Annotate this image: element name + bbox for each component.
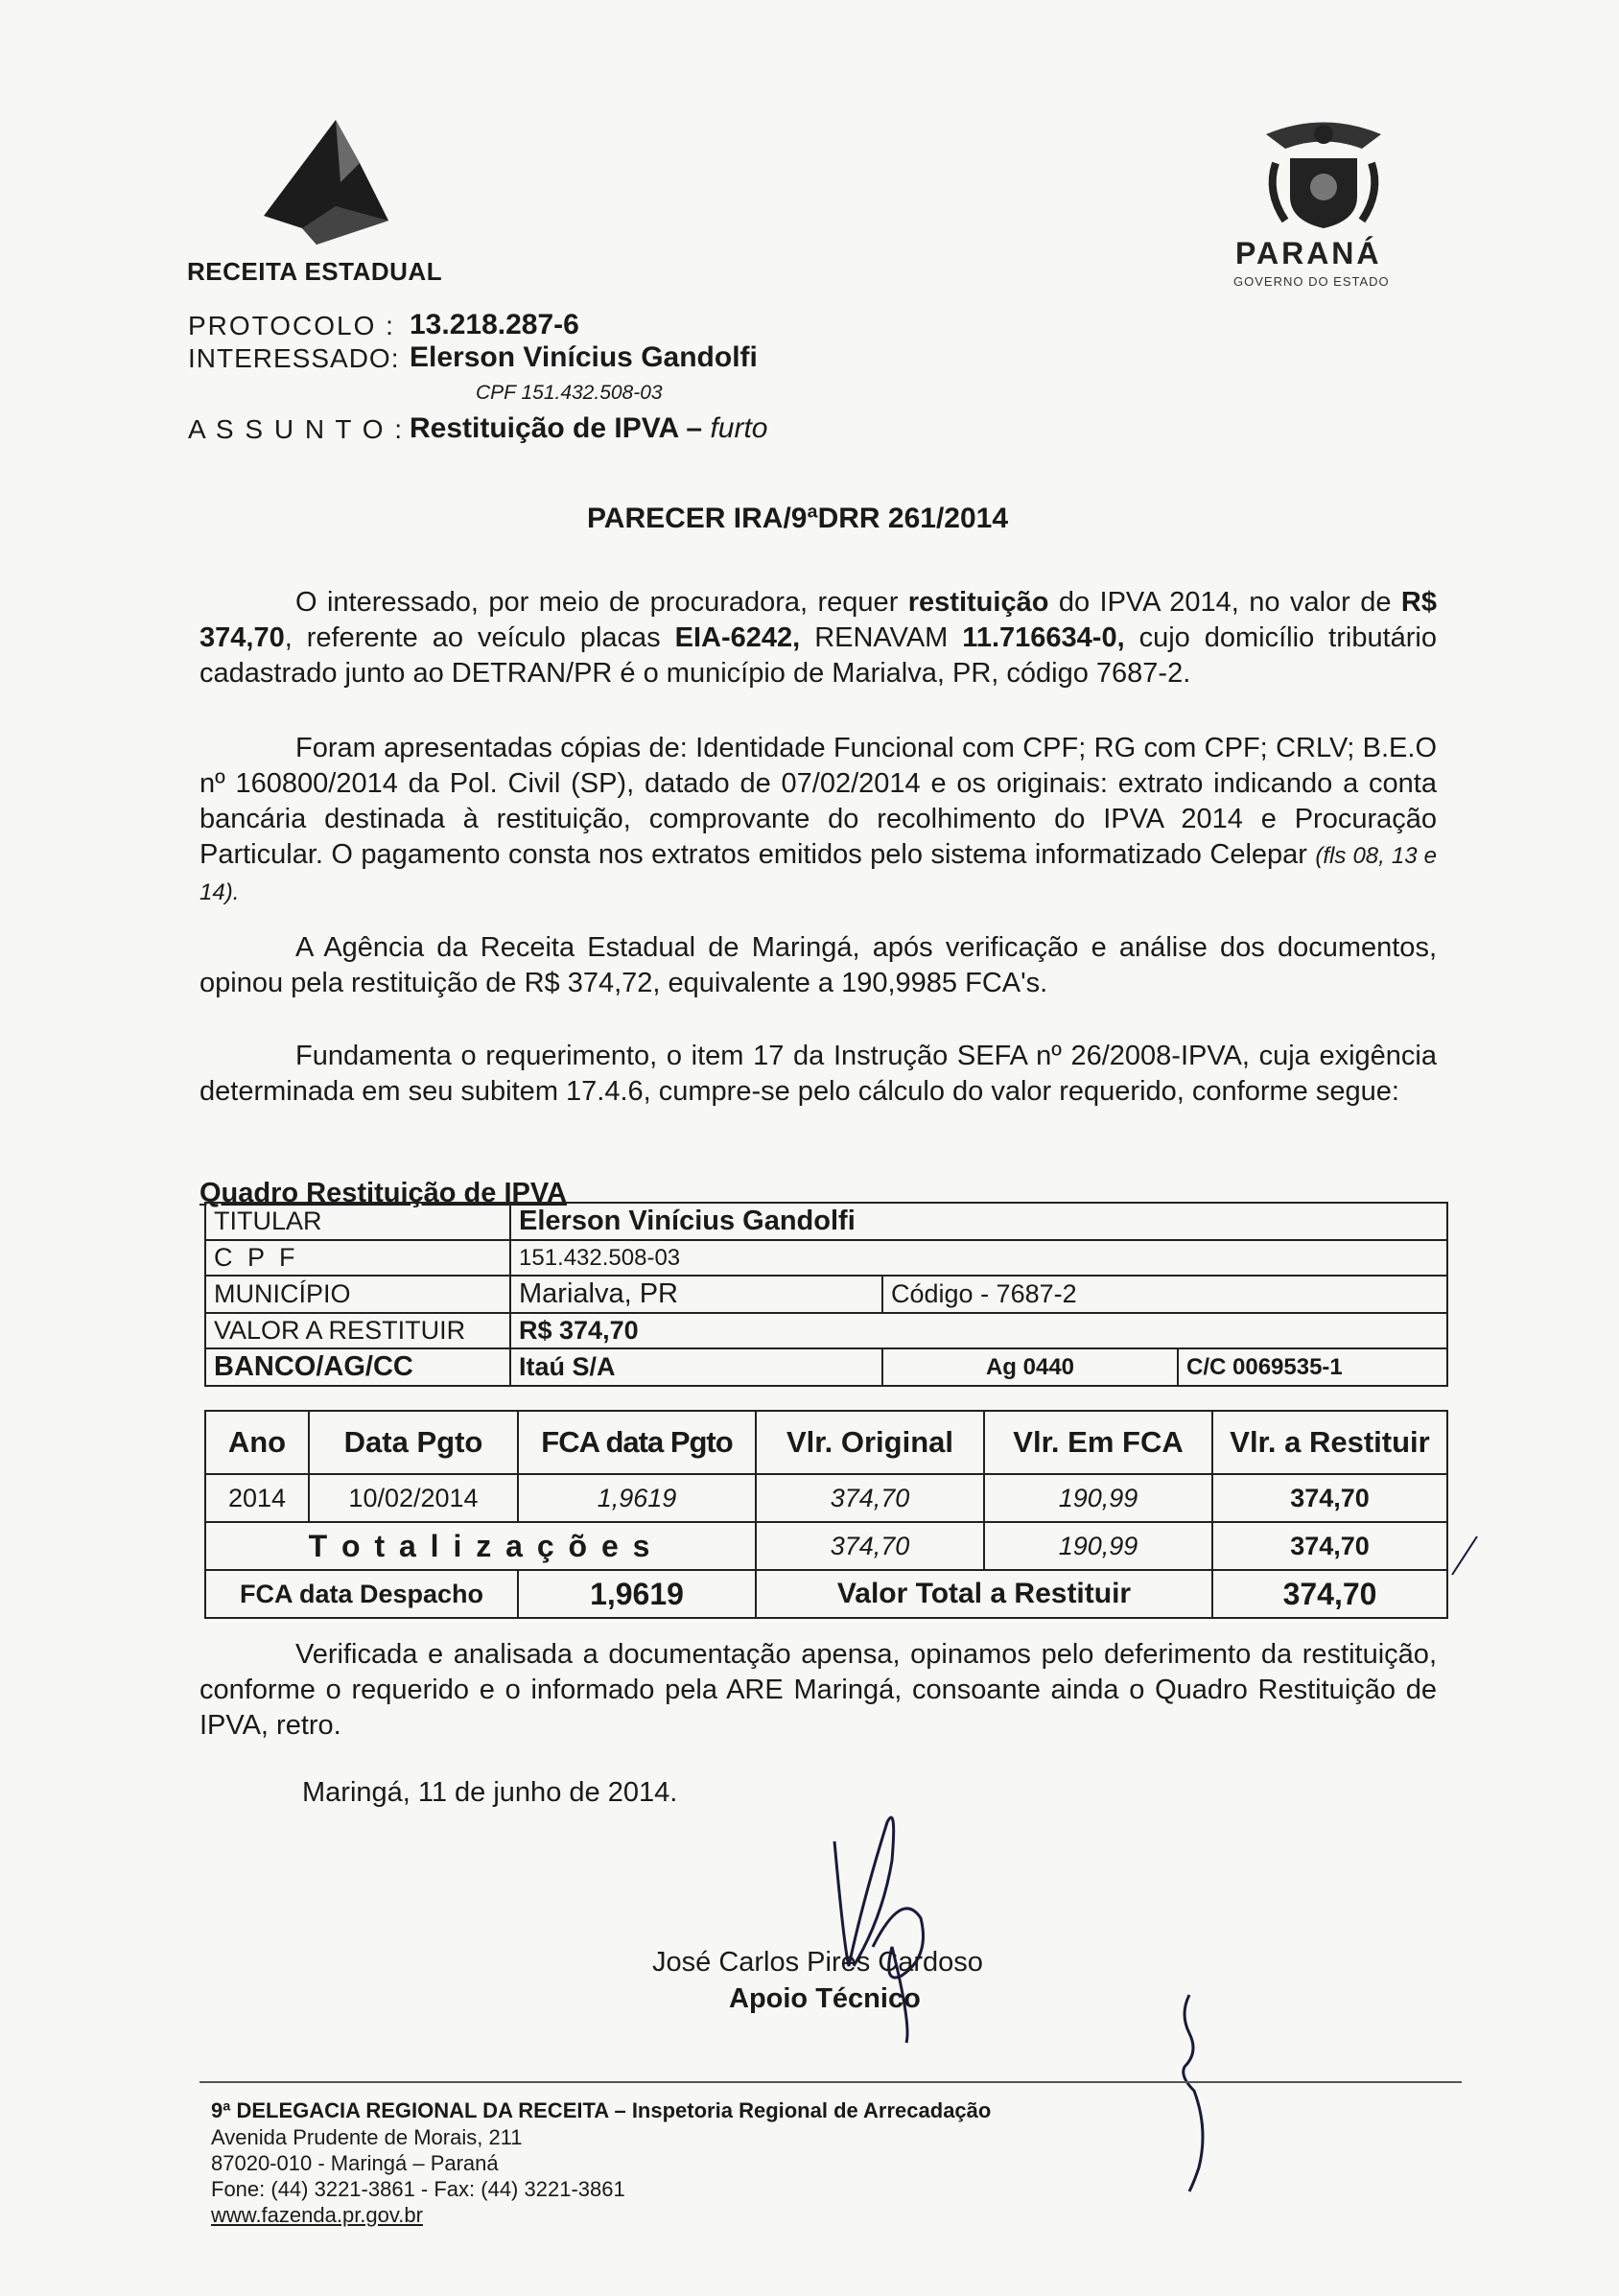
banco-label: BANCO/AG/CC: [205, 1348, 510, 1386]
interessado-label: INTERESSADO:: [188, 343, 400, 373]
titular-value: Elerson Vinícius Gandolfi: [510, 1203, 1447, 1240]
table-row: [205, 1203, 1447, 1240]
despacho-row: [205, 1570, 1447, 1618]
quadro-values-table: [204, 1410, 1448, 1619]
interessado-value: Elerson Vinícius Gandolfi: [410, 341, 758, 373]
cpf-label: C P F: [205, 1240, 510, 1276]
cell-fca-data-pgto: 1,9619: [518, 1474, 756, 1522]
header-ano: Ano: [205, 1411, 309, 1474]
header-data-pgto: Data Pgto: [309, 1411, 518, 1474]
valor-total-value: 374,70: [1212, 1570, 1447, 1618]
totals-row: [205, 1522, 1447, 1570]
header-fca-data-pgto: FCA data Pgto: [518, 1411, 756, 1474]
valor-total-label: Valor Total a Restituir: [756, 1570, 1212, 1618]
totais-label: T o t a l i z a ç õ e s: [205, 1522, 756, 1570]
parana-coat-of-arms-icon: [1247, 115, 1400, 249]
fca-despacho-value: 1,9619: [518, 1570, 756, 1618]
assunto-extra: furto: [710, 412, 768, 444]
quadro-title: Quadro Restituição de IPVA: [199, 1178, 567, 1208]
cpf-line: CPF 151.432.508-03: [476, 382, 663, 404]
cell-ano: 2014: [205, 1474, 309, 1522]
total-vlr-original: 374,70: [756, 1522, 984, 1570]
protocolo-value: 13.218.287-6: [410, 309, 579, 340]
agencia-value: Ag 0440: [882, 1348, 1178, 1386]
quadro-info-table: [204, 1202, 1448, 1387]
check-mark-icon: [1450, 1535, 1479, 1578]
cell-vlr-original: 374,70: [756, 1474, 984, 1522]
footer-divider: [199, 2081, 1462, 2083]
table-row: [205, 1313, 1447, 1348]
codigo-value: Código - 7687-2: [882, 1276, 1447, 1313]
footer-address: Avenida Prudente de Morais, 211: [211, 2125, 523, 2149]
assunto-value: Restituição de IPVA –: [410, 412, 703, 444]
header-vlr-em-fca: Vlr. Em FCA: [984, 1411, 1212, 1474]
footer-website-link[interactable]: www.fazenda.pr.gov.br: [211, 2203, 423, 2227]
table-row: [205, 1348, 1447, 1386]
table-row: [205, 1276, 1447, 1313]
signatory-name: José Carlos Pires Cardoso: [652, 1947, 983, 1978]
receita-estadual-label: RECEITA ESTADUAL: [187, 257, 443, 286]
protocolo-label: PROTOCOLO :: [188, 311, 395, 340]
valor-restituir-value: R$ 374,70: [510, 1313, 1447, 1348]
total-vlr-em-fca: 190,99: [984, 1522, 1212, 1570]
table-row: [205, 1240, 1447, 1276]
titular-label: TITULAR: [205, 1203, 510, 1240]
table-row: [205, 1474, 1447, 1522]
banco-value: Itaú S/A: [510, 1348, 882, 1386]
assunto-label: A S S U N T O :: [188, 414, 405, 444]
header-vlr-original: Vlr. Original: [756, 1411, 984, 1474]
footer-city: 87020-010 - Maringá – Paraná: [211, 2151, 499, 2175]
paragraph-1: O interessado, por meio de procuradora, requer restituição do IPVA 2014, no valor de R$ 374,70, referente ao veículo placas EIA-6242, RENAVAM 11.716634-0, cujo domicílio tributário cadastrado junto ao DETRAN/PR é o município de Marialva, PR, código 7687-2.: [199, 587, 1437, 689]
signatory-role: Apoio Técnico: [729, 1983, 921, 2014]
paragraph-4: Fundamenta o requerimento, o item 17 da Instrução SEFA nº 26/2008-IPVA, cuja exigência determinada em seu subitem 17.4.6, cumpre-se pelo cálculo do valor requerido, conforme segue:: [199, 1041, 1437, 1107]
cpf-value: 151.432.508-03: [510, 1240, 1447, 1276]
governo-do-estado-label: GOVERNO DO ESTADO: [1233, 274, 1390, 289]
municipio-value: Marialva, PR: [510, 1276, 882, 1313]
cell-vlr-restituir: 374,70: [1212, 1474, 1447, 1522]
parecer-title: PARECER IRA/9ªDRR 261/2014: [587, 503, 1009, 534]
paragraph-3: A Agência da Receita Estadual de Maringá, após verificação e análise dos documentos, opinou pela restituição de R$ 374,72, equivalente a 190,9985 FCA's.: [199, 932, 1437, 998]
receita-estadual-logo: [245, 115, 398, 245]
fca-despacho-label: FCA data Despacho: [205, 1570, 518, 1618]
paragraph-5: Verificada e analisada a documentação apensa, opinamos pelo deferimento da restituição, conforme o requerido e o informado pela ARE Maringá, consoante ainda o Quadro Restituição de IPVA, retro.: [199, 1639, 1437, 1741]
assunto-line: [410, 412, 767, 445]
table-header-row: [205, 1411, 1447, 1474]
footer-org: 9ª DELEGACIA REGIONAL DA RECEITA – Inspetoria Regional de Arrecadação: [211, 2098, 992, 2122]
footer-phone: Fone: (44) 3221-3861 - Fax: (44) 3221-3861: [211, 2177, 625, 2201]
handwritten-initials: [1151, 1985, 1228, 2196]
handwritten-signature: [815, 1803, 988, 2052]
cell-data-pgto: 10/02/2014: [309, 1474, 518, 1522]
total-vlr-restituir: 374,70: [1212, 1522, 1447, 1570]
municipio-label: MUNICÍPIO: [205, 1276, 510, 1313]
header-vlr-restituir: Vlr. a Restituir: [1212, 1411, 1447, 1474]
paragraph-2: Foram apresentadas cópias de: Identidade Funcional com CPF; RG com CPF; CRLV; B.E.O nº 160800/2014 da Pol. Civil (SP), datado de 07/02/2014 e os originais: extrato indicando a conta bancária destinada à restituição, comprovante do recolhimento do IPVA 2014 e Procuração Particular. O pagamento consta nos extratos emitidos pelo sistema informatizado Celepar (fls 08, 13 e 14).: [199, 733, 1437, 905]
conta-value: C/C 0069535-1: [1178, 1348, 1447, 1386]
date-line: Maringá, 11 de junho de 2014.: [302, 1777, 678, 1808]
parana-title: PARANÁ: [1235, 236, 1382, 270]
cell-vlr-em-fca: 190,99: [984, 1474, 1212, 1522]
valor-restituir-label: VALOR A RESTITUIR: [205, 1313, 510, 1348]
